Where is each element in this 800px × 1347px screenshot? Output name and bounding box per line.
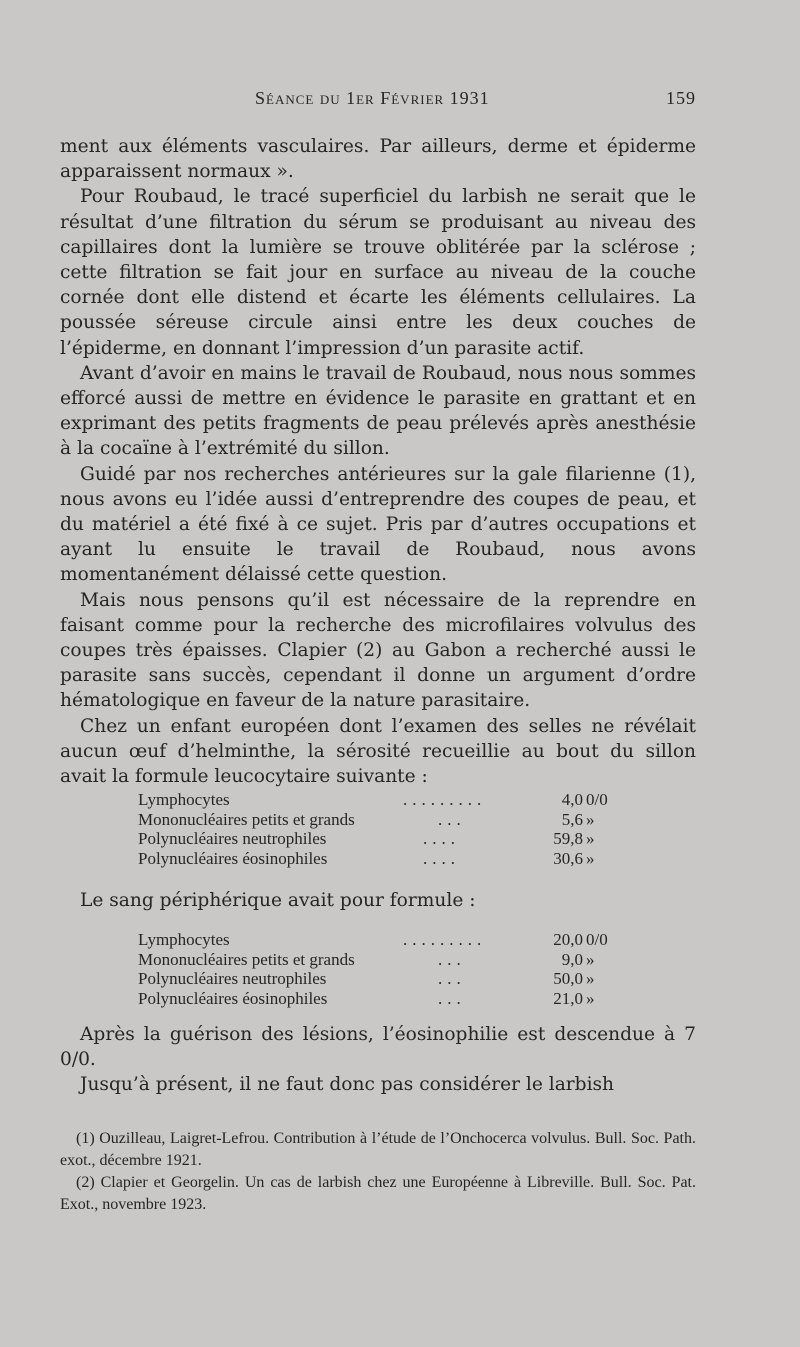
paragraph: Après la guérison des lésions, l’éosinophilie est descendue à 7 0/0. <box>60 1024 696 1071</box>
table-row <box>138 810 638 830</box>
row-label: Polynucléaires éosinophiles <box>138 848 328 868</box>
leader-dots: ......... <box>403 930 487 949</box>
row-label: Polynucléaires neutrophiles <box>138 969 327 988</box>
row-value: 4,0 <box>561 790 583 809</box>
row-unit: » <box>586 988 595 1008</box>
leader-dots: ... <box>438 988 466 1008</box>
row-value: 21,0 <box>553 988 583 1008</box>
paragraph: Chez un enfant européen dont l’examen des selles ne révélait aucun œuf d’helminthe, la sérosité recueillie au bout du sillon avait la formule leucocytaire suivante : <box>60 715 696 788</box>
paragraph: Jusqu’à présent, il ne faut donc pas considérer le larbish <box>80 1074 615 1096</box>
header-title: Séance du 1er Février 1931 <box>255 88 490 108</box>
main-text <box>60 134 696 789</box>
leader-dots: .... <box>423 848 460 868</box>
row-value: 50,0 <box>553 969 583 988</box>
row-unit: 0/0 <box>586 790 608 809</box>
leucocyte-table-serosite <box>138 790 638 868</box>
row-value: 20,0 <box>553 930 583 949</box>
table-row <box>138 950 638 970</box>
paragraph: Avant d’avoir en mains le travail de Roubaud, nous nous sommes efforcé aussi de mettre en évidence le parasite en grattant et en exprimant des petits fragments de peau prélevés après anesthésie à la cocaïne à l’extrémité du sillon. <box>60 362 696 460</box>
paragraph: Pour Roubaud, le tracé superficiel du larbish ne serait que le résultat d’une filtration du sérum se produisant au niveau des capillaires dont la lumière se trouve oblitérée par la sclérose ; cette filtration se fait jour en surface au niveau de la couche cornée dont elle distend et écarte les éléments cellulaires. La poussée séreuse circule ainsi entre les deux couches de l’épiderme, en donnant l’impression d’un parasite actif. <box>60 186 696 359</box>
row-value: 9,0 <box>561 949 583 969</box>
row-unit: » <box>586 809 595 829</box>
footnote: (1) Ouzilleau, Laigret-Lefrou. Contribution à l’étude de l’Onchocerca volvulus. Bull. Soc. Path. exot., décembre 1921. <box>60 1130 696 1169</box>
footnote: (2) Clapier et Georgelin. Un cas de larbish chez une Européenne à Libreville. Bull. Soc. Pat. Exot., novembre 1923. <box>60 1174 696 1213</box>
row-label: Polynucléaires neutrophiles <box>138 829 327 848</box>
leader-dots: ......... <box>403 790 487 809</box>
row-unit: 0/0 <box>586 930 608 949</box>
paragraph: Guidé par nos recherches antérieures sur la gale filarienne (1), nous avons eu l’idée aussi d’entreprendre des coupes de peau, et du matériel a été fixé à ce sujet. Pris par d’autres occupations et ayant lu ensuite le travail de Roubaud, nous avons momentanément délaissé cette question. <box>60 463 696 586</box>
table-row <box>138 790 638 810</box>
row-value: 59,8 <box>553 829 583 848</box>
row-value: 5,6 <box>561 809 583 829</box>
row-value: 30,6 <box>553 848 583 868</box>
row-unit: » <box>586 949 595 969</box>
footnotes <box>60 1128 696 1216</box>
row-label: Lymphocytes <box>138 930 230 949</box>
post-table-text <box>60 1022 696 1098</box>
row-label: Mononucléaires petits et grands <box>138 809 355 829</box>
table-row <box>138 989 638 1009</box>
leader-dots: .... <box>423 829 460 848</box>
row-unit: » <box>586 969 595 988</box>
row-label: Mononucléaires petits et grands <box>138 949 355 969</box>
row-unit: » <box>586 829 595 848</box>
table-row <box>138 849 638 869</box>
row-label: Lymphocytes <box>138 790 230 809</box>
paragraph: ment aux éléments vasculaires. Par ailleurs, derme et épiderme apparaissent normaux ». <box>60 136 696 183</box>
table-row <box>138 930 638 950</box>
row-unit: » <box>586 848 595 868</box>
leucocyte-table-sang <box>138 930 638 1008</box>
paragraph: Mais nous pensons qu’il est nécessaire de la reprendre en faisant comme pour la recherche des microfilaires volvulus des coupes très épaisses. Clapier (2) au Gabon a recherché aussi le parasite sans succès, cependant il donne un argument d’ordre hématologique en faveur de la nature parasitaire. <box>60 589 696 712</box>
table-intro: Le sang périphérique avait pour formule : <box>80 890 476 911</box>
leader-dots: ... <box>438 809 466 829</box>
table-row <box>138 829 638 849</box>
leader-dots: ... <box>438 949 466 969</box>
row-label: Polynucléaires éosinophiles <box>138 988 328 1008</box>
leader-dots: ... <box>438 969 466 988</box>
page-number: 159 <box>666 88 696 108</box>
table-row <box>138 969 638 989</box>
running-header <box>60 88 696 118</box>
